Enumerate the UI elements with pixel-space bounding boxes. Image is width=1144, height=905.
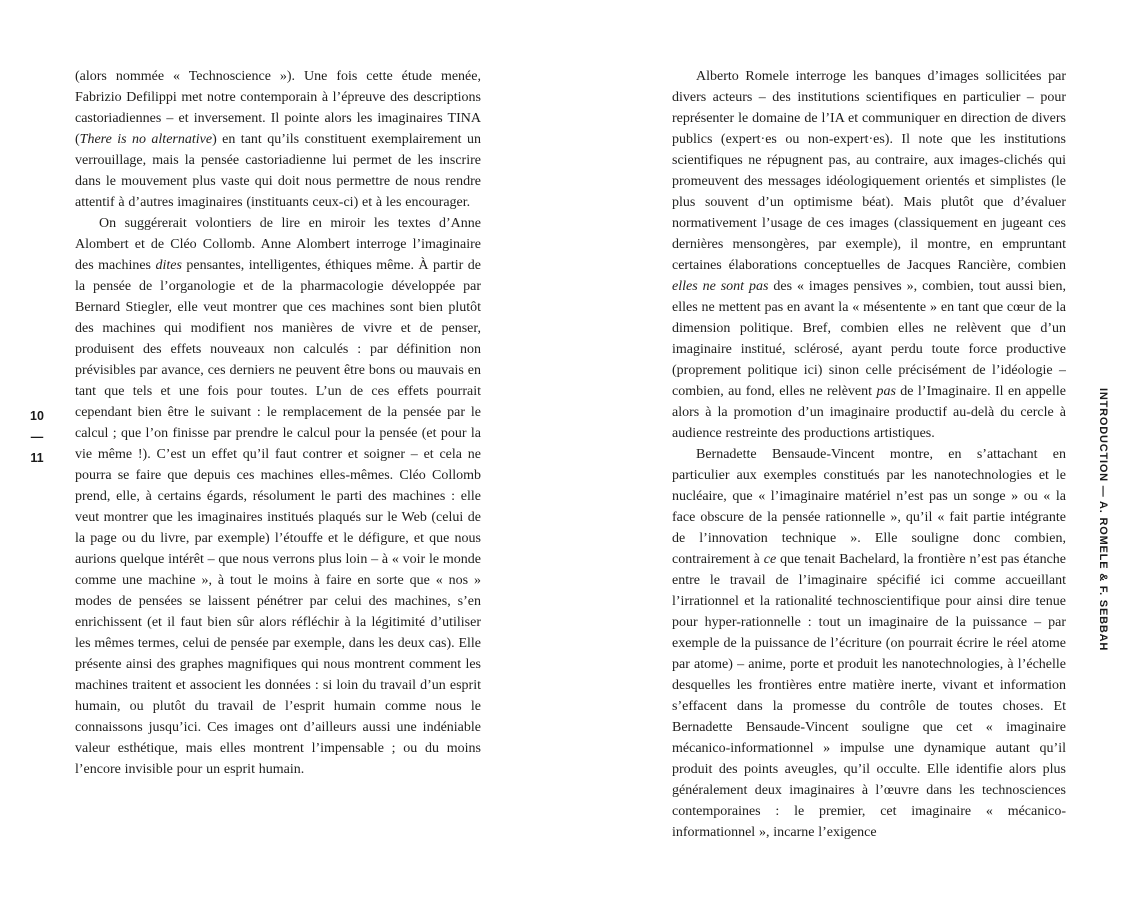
page-numbers: [24, 406, 50, 469]
left-page-text-column: [75, 66, 481, 856]
italic-text-run: There is no alternative: [79, 132, 213, 147]
page-number-right: 11: [30, 451, 44, 465]
text-run: ) en tant qu’ils constituent exemplairement un verrouillage, mais la pensée castoriadienne lui permet de les inscrire dans le mouvement plus vaste qui doit nous permettre de nous rendre attentif à d’autres imaginaires (instituants ceux-ci) et à les encourager.: [75, 132, 481, 210]
text-run: pensantes, intelligentes, éthiques même. À partir de la pensée de l’organologie et de la pharmacologie développée par Bernard Stiegler, elle veut montrer que ces machines sont bien plutôt des machines qui modifient nos manières de vivre et de penser, produisent des effets nouveaux non calculés : par définition non prévisibles par avance, ces derniers ne peuvent être bons ou mauvais en tant que tels et une fois pour toutes. L’un de ces effets pourrait cependant bien être le suivant : le remplacement de la pensée par le calcul ; que l’on finisse par prendre le calcul pour la pensée (et pour la vie même !). C’est un effet qu’il faut contrer et soigner – et cela ne pourra se faire que depuis ces machines elles-mêmes. Cléo Collomb prend, elle, à certains égards, résolument le parti des machines : elle veut montrer que les imaginaires institués plaqués sur le Web (celui de la page ou du livre, par exemple) l’étouffe et le défigure, et que nous aurions quelque intérêt – que nous verrons plus loin – à « voir le monde comme une machine », à tout le moins à faire en sorte que « nos » modes de pensées se laissent pénétrer par celui des machines, s’en enrichissent (et il faut bien sûr alors réfléchir à la légitimité d’utiliser les mêmes termes, celui de pensée par exemple, dans les deux cas). Elle présente ainsi des graphes magnifiques qui nous montrent comment les machines traitent et associent les données : si loin du travail d’un esprit humain, ou plutôt du travail de l’esprit humain comme nous le connaissons jusqu’ici. Ces images ont d’ailleurs aussi une indéniable valeur esthétique, mais elles montrent l’impensable ; ou du moins l’encore invisible pour un esprit humain.: [75, 258, 481, 777]
paragraph: [672, 444, 1066, 843]
text-run: On suggérerait volontiers de lire en miroir les textes d’Anne Alombert et de Cléo Collomb. Anne Alombert interroge l’imaginaire des machines: [75, 216, 481, 273]
italic-text-run: elles ne sont pas: [672, 279, 769, 294]
running-title: INTRODUCTION — A. ROMELE & F. SEBBAH: [1097, 388, 1109, 652]
text-run: (alors nommée « Technoscience »). Une fois cette étude menée, Fabrizio Defilippi met notre contemporain à l’épreuve des descriptions castoriadiennes – et inversement. Il pointe alors les imaginaires TINA (: [75, 69, 481, 147]
text-run: que tenait Bachelard, la frontière n’est pas étanche entre le travail de l’imaginaire spécifié ici comme accueillant l’irrationnel et la rationalité technoscientifique pour ainsi dire tenue pour hyper-rationnelle : tout un imaginaire de la puissance – par exemple de la puissance de l’écriture (on pourrait écrire le réel atome par atome) – anime, porte et produit les nanotechnologies, à l’échelle desquelles les frontières entre matière inerte, vivant et information s’effacent dans la promesse du contrôle de toutes choses. Et Bernadette Bensaude-Vincent souligne que cet « imaginaire mécanico-informationnel » impulse une dynamique autant qu’il produit des points aveugles, qu’il occulte. Elle identifie alors plus généralement deux imaginaires à l’œuvre dans les technosciences contemporaines : le premier, cet imaginaire « mécanico-informationnel », incarne l’exigence: [672, 552, 1066, 840]
text-run: de l’Imaginaire. Il en appelle alors à la promotion d’un imaginaire productif au-delà du cercle à audience restreinte des productions artistiques.: [672, 384, 1066, 441]
text-run: Bernadette Bensaude-Vincent montre, en s’attachant en particulier aux exemples constitués par les nanotechnologies et le nucléaire, que « l’imaginaire matériel n’est pas un songe » ou « la face obscure de la pensée rationnelle », qu’il « fait partie intégrante de l’innovation technique ». Elle souligne donc combien, contrairement à: [672, 447, 1066, 567]
italic-text-run: ce: [763, 552, 777, 567]
italic-text-run: pas: [876, 384, 896, 399]
page-number-left: 10: [30, 409, 44, 423]
page-number-separator: —: [30, 430, 44, 444]
text-run: des « images pensives », combien, tout aussi bien, elles ne mettent pas en avant la « mésentente » en tant que cœur de la dimension politique. Bref, combien elles ne relèvent que d’un imaginaire institué, sclérosé, ayant perdu toute force productive (proprement politique ici) sinon celle précisément de l’idéologie – combien, au fond, elles ne relèvent: [672, 279, 1066, 399]
paragraph: [672, 66, 1066, 444]
right-page-text-column: [672, 66, 1066, 856]
paragraph: [75, 66, 481, 213]
italic-text-run: dites: [155, 258, 182, 273]
paragraph: [75, 213, 481, 780]
text-run: Alberto Romele interroge les banques d’images sollicitées par divers acteurs – des institutions scientifiques en particulier – pour représenter le domaine de l’IA et communiquer en direction de divers publics (expert·es ou non-expert·es). Il note que les institutions scientifiques ne répugnent pas, au contraire, aux images-clichés qui promeuvent des messages idéologiquement orientés et simplistes (le plus souvent d’un optimisme béat). Mais plutôt que d’évaluer normativement l’usage de ces images (classiquement en jugeant ces dernières mensongères, par exemple), il montre, en empruntant certaines élaborations conceptuelles de Jacques Rancière, combien: [672, 69, 1066, 273]
